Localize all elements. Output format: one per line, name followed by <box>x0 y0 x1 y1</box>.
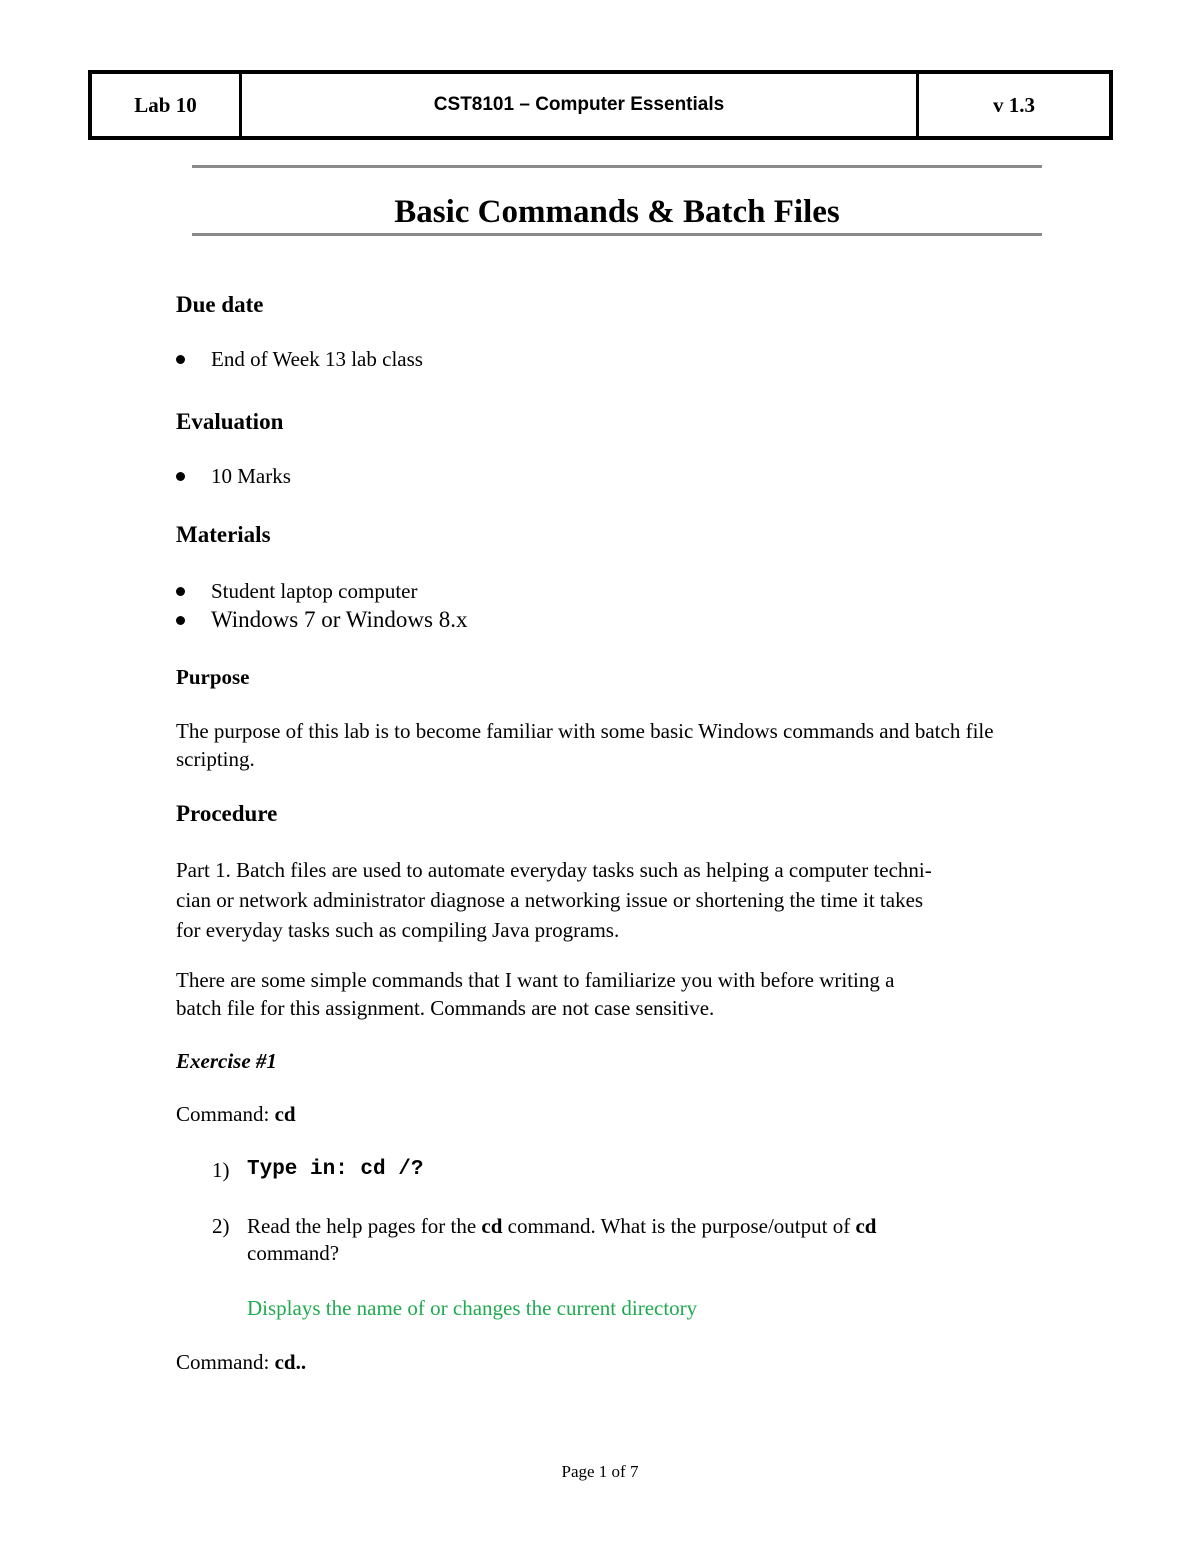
step-number: 2) <box>212 1214 230 1238</box>
header-table <box>88 70 1113 140</box>
materials-heading: Materials <box>176 522 271 547</box>
evaluation-item <box>176 463 291 489</box>
bullet-icon <box>176 616 185 625</box>
page-footer: Page 1 of 7 <box>561 1462 639 1481</box>
procedure-p2-line: There are some simple commands that I want to familiarize you with before writing a <box>176 968 895 992</box>
procedure-paragraph-2 <box>176 966 1026 1022</box>
title-rule-top <box>192 165 1042 168</box>
document-title: Basic Commands & Batch Files <box>394 194 840 230</box>
materials-item <box>176 578 417 604</box>
materials-text-2: Windows 7 or Windows 8.x <box>211 607 468 632</box>
due-date-text: End of Week 13 lab class <box>211 347 423 371</box>
header-course-title: CST8101 – Computer Essentials <box>242 74 919 136</box>
header-version: v 1.3 <box>993 92 1035 117</box>
bullet-icon <box>176 587 185 596</box>
command-name: cd.. <box>274 1350 307 1374</box>
procedure-p1-line: Part 1. Batch files are used to automate everyday tasks such as helping a computer techni- <box>176 858 932 882</box>
purpose-text: The purpose of this lab is to become familiar with some basic Windows commands and batch file scripting. <box>176 719 994 771</box>
step-2-cmd: cd <box>481 1214 503 1238</box>
step-2-cmd: cd <box>855 1214 877 1238</box>
step-2-line-2: command? <box>247 1241 340 1265</box>
step-2-part: Read the help pages for the <box>247 1214 482 1238</box>
title-rule-bottom <box>192 233 1042 236</box>
step-number: 1) <box>212 1158 230 1182</box>
answer-text: Displays the name of or changes the current directory <box>247 1296 698 1320</box>
procedure-p2-line: batch file for this assignment. Commands are not case sensitive. <box>176 996 715 1020</box>
procedure-p1-line: for everyday tasks such as compiling Java programs. <box>176 918 620 942</box>
command-line-cd <box>176 1101 296 1127</box>
exercise-1-heading: Exercise #1 <box>176 1049 277 1073</box>
evaluation-heading: Evaluation <box>176 409 284 434</box>
step-2-text <box>247 1213 1007 1239</box>
bullet-icon <box>176 355 185 364</box>
header-lab-number: Lab 10 <box>92 74 242 136</box>
purpose-heading: Purpose <box>176 665 250 689</box>
procedure-paragraph-1 <box>176 855 1026 945</box>
procedure-heading: Procedure <box>176 801 278 826</box>
step-1-text: Type in: cd /? <box>247 1158 424 1181</box>
step-2-part: command. What is the purpose/output of <box>502 1214 856 1238</box>
materials-item <box>176 607 467 633</box>
command-label: Command: <box>176 1102 275 1126</box>
command-name: cd <box>274 1102 296 1126</box>
command-label: Command: <box>176 1350 275 1374</box>
command-line-cd-dotdot <box>176 1349 306 1375</box>
due-date-heading: Due date <box>176 292 264 317</box>
evaluation-text: 10 Marks <box>211 464 291 488</box>
due-date-item <box>176 346 423 372</box>
procedure-p1-line: cian or network administrator diagnose a networking issue or shortening the time it takes <box>176 888 924 912</box>
materials-text-1: Student laptop computer <box>211 579 418 603</box>
bullet-icon <box>176 472 185 481</box>
